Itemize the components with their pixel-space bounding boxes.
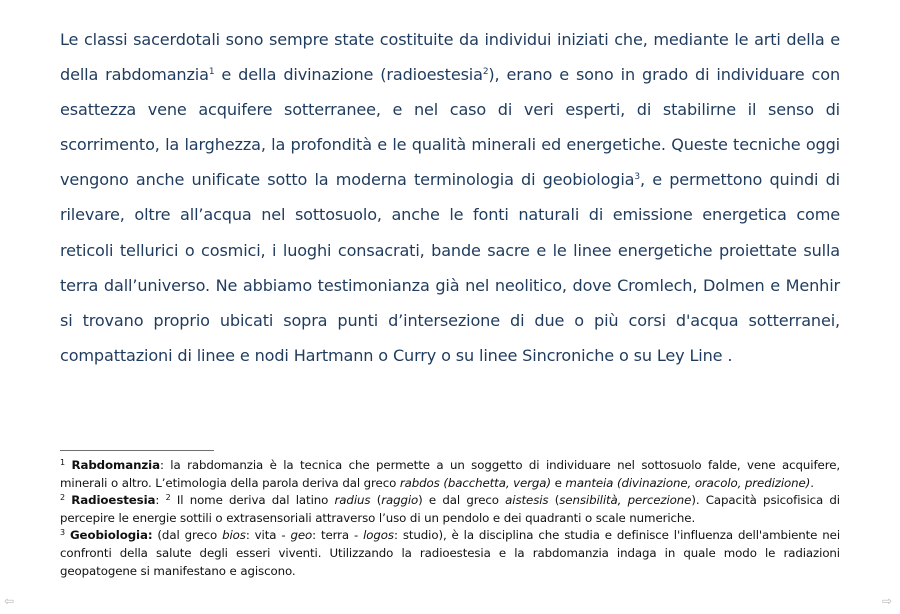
footnote-2-text: : — [155, 493, 166, 508]
next-slide-arrow-icon[interactable]: ⇨ — [881, 594, 892, 608]
footnote-1-italic-1: rabdos (bacchetta, verga) — [399, 475, 551, 490]
footnote-1-term: Rabdomanzia — [71, 458, 160, 472]
main-paragraph — [60, 22, 840, 373]
footnote-1-text-3: . — [810, 475, 814, 490]
footnote-2-italic-3: aistesis — [505, 493, 549, 508]
footnote-2-text-2: Il nome deriva dal latino — [170, 493, 335, 508]
footnote-3-italic-3: logos — [363, 528, 394, 543]
footnote-ref-1: 1 — [208, 67, 215, 78]
body-text-3: ), erano e sono in grado di individuare con esattezza vene acquifere sotterranee, e nel caso di veri esperti, di stabilirne il senso di scorrimento, la larghezza, la profondità e le qualità minerali ed energetiche. Queste tecniche oggi vengono anche unificate sotto la moderna terminologia di geobiologia — [60, 65, 840, 190]
footnote-2-italic-2: raggio — [381, 493, 419, 508]
footnote-3-term: Geobiologia: — [69, 528, 153, 543]
footnotes — [60, 457, 840, 580]
footnote-2-text-6: ). Capacità psicofisica di percepire le energie sottili o extrasensoriali attraverso l’uso di un pendolo e dei quadranti o scale numeriche. — [60, 493, 840, 525]
footnote-3-text-2: : vita - — [245, 528, 291, 543]
footnote-3-number: 3 — [60, 528, 65, 538]
body-text-4: , e permettono quindi di rilevare, oltre all’acqua nel sottosuolo, anche le fonti naturali di emissione energetica come reticoli tellurici o cosmici, i luoghi consacrati, bande sacre e le linee energetiche proiettate sulla terra dall’universo. Ne abbiamo testimonianza già nel neolitico, dove Cromlech, Dolmen e Menhir si trovano proprio ubicati sopra punti d’intersezione di due o più corsi d'acqua sotterranei, compattazioni di linee e nodi Hartmann o Curry o su linee Sincroniche o su Ley Line . — [60, 170, 840, 365]
footnote-2-italic-4: sensibilità, percezione — [559, 493, 692, 508]
footnote-3-italic-2: geo — [290, 528, 313, 543]
footnote-3-italic-1: bios — [222, 528, 246, 543]
footnote-2-number: 2 — [60, 493, 65, 503]
footnote-3-text-4: : studio), è la disciplina che studia e definisce l'influenza dell'ambiente nei confronti della salute degli esseri viventi. Utilizzando la radioestesia e la rabdomanzia indaga in quale modo le radiazioni geopatogene si manifestano e agiscono. — [60, 528, 841, 578]
footnote-2-text-5: ( — [548, 493, 560, 508]
footnote-2-term: Radioestesia — [71, 493, 156, 508]
footnote-separator — [60, 450, 214, 451]
body-text-2: e della divinazione (radioestesia — [214, 65, 483, 85]
body-text-1: Le classi sacerdotali sono sempre state costituite da individui iniziati che, mediante le arti della e della rabdomanzia — [60, 30, 840, 85]
footnote-2 — [60, 492, 840, 527]
footnote-1-text-2: e — [550, 475, 566, 490]
footnote-ref-3: 3 — [634, 172, 640, 183]
footnote-ref-2: 2 — [482, 67, 489, 78]
footnote-3 — [60, 527, 840, 580]
footnote-1-italic-2: manteia (divinazione, oracolo, predizione) — [565, 475, 811, 490]
footnote-1 — [60, 457, 840, 492]
footnote-2-italic-1: radius — [334, 493, 371, 508]
footnote-1-text: : la rabdomanzia è la tecnica che permette a un soggetto di individuare nel sottosuolo falde, vene acquifere, minerali o altro. L’etimologia della parola deriva dal greco — [60, 458, 840, 490]
footnote-1-number: 1 — [60, 458, 65, 467]
footnote-2-number-repeat: 2 — [165, 493, 171, 503]
footnote-2-text-4: ) e dal greco — [418, 493, 506, 508]
prev-slide-arrow-icon[interactable]: ⇦ — [4, 594, 15, 608]
footnote-3-text-3: : terra - — [312, 528, 364, 543]
footnote-2-text-3: ( — [370, 493, 382, 508]
footnote-3-text: (dal greco — [152, 528, 223, 543]
